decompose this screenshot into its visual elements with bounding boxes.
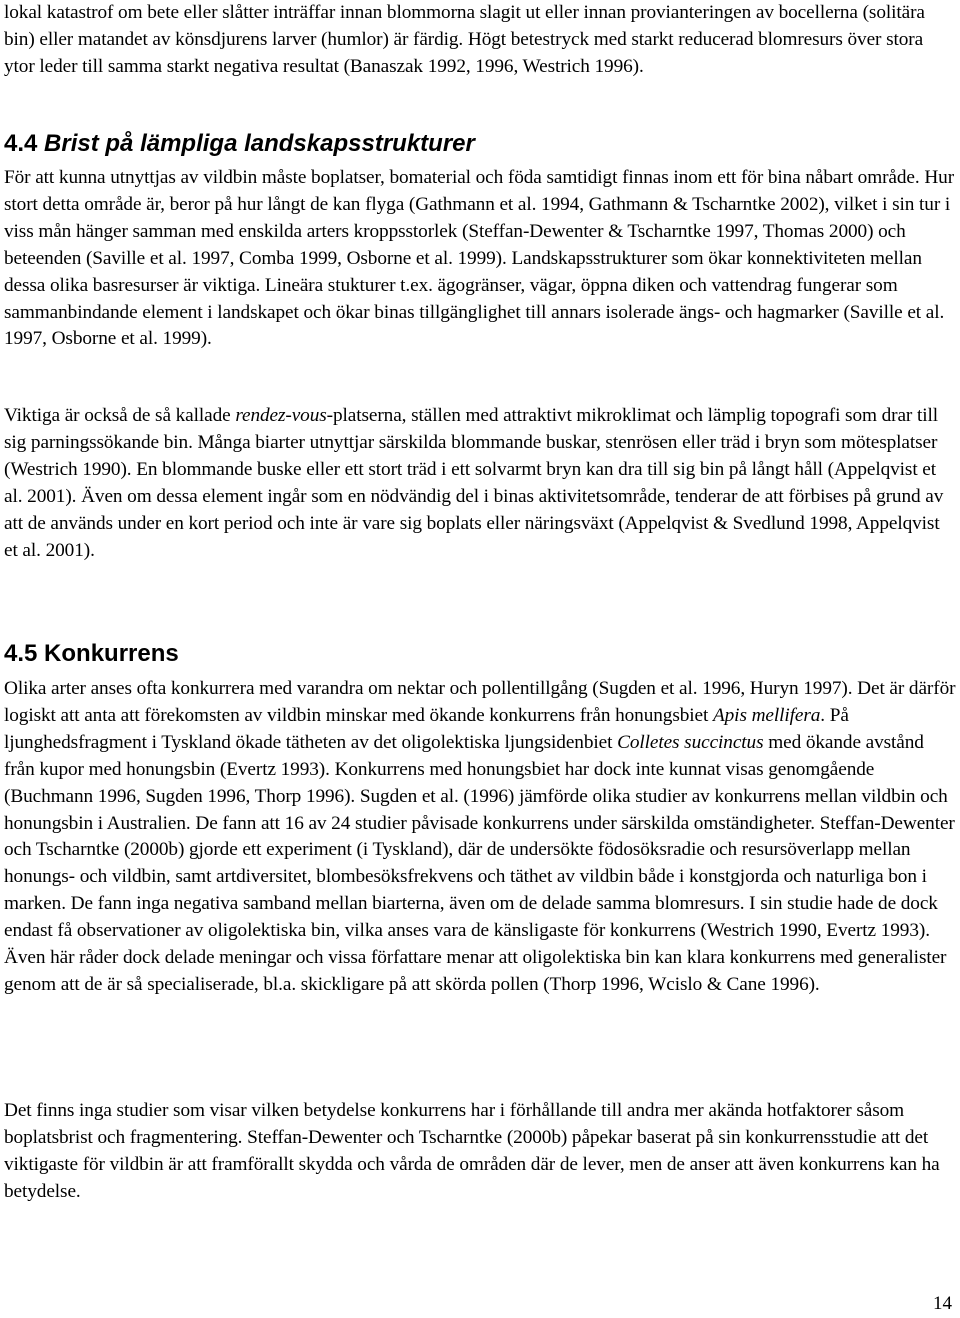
italic-term: rendez-vous [235,405,327,426]
intro-paragraph: lokal katastrof om bete eller slåtter inträffar innan blommorna slagit ut eller innan provianteringen av bocellerna (solitära bin) eller matandet av könsdjurens larver (humlor) är färdig. Högt betestryck med starkt reducerad blomresurs över stora ytor leder till samma starkt negativa resultat (Banaszak 1992, 1996, Westrich 1996). [4,2,925,77]
section-4-5-paragraph-2: Det finns inga studier som visar vilken betydelse konkurrens har i förhållande till andra mer akända hotfaktorer såsom boplatsbrist och fragmentering. Steffan-Dewenter och Tscharntke (2000b) påpekar baserat på sin konkurrensstudie att det viktigaste för vildbin är att framförallt skydda och vårda de områden där de lever, men de anser att även konkurrens kan ha betydelse. [4,1100,940,1202]
section-number: 4.4 [4,130,38,157]
section-title: Brist på lämpliga landskapsstrukturer [44,130,475,157]
text-run: med ökande avstånd från kupor med honungsbin (Evertz 1993). Konkurrens med honungsbiet har dock inte kunnat visas genomgående (Buchmann 1996, Sugden 1996, Thorp 1996). Sugden et al. (1996) jämförde olika studier av konkurrens mellan vildbin och honungsbin i Australien. De fann att 16 av 24 studier påvisade konkurrens under särskilda omständigheter. Steffan-Dewenter och Tscharntke (2000b) gjorde ett experiment (i Tyskland), där de undersökte födosöksradie och resursöverlapp mellan honungs- och vildbin, samt artdiversitet, blombesöksfrekvens och täthet av vildbin både i konstgjorda och naturliga bon i marken. De fann inga negativa samband mellan biarterna, även om de delade samma blomresurs. I sin studie hade de dock endast få observationer av oligolektiska bin, vilka anses vara de känsligaste för konkurrens (Westrich 1990, Evertz 1993). Även här råder dock delade meningar och vissa författare menar att oligolektiska bin kan klara konkurrens med generalister genom att de är så specialiserade, bl.a. skickligare på att skörda pollen (Thorp 1996, Wcislo & Cane 1996). [4,731,955,995]
text-run: . På ljunghedsfragment i Tyskland ökade tätheten av det oligolektiska ljungsidenbiet [4,704,849,753]
section-number: 4.5 [4,640,38,667]
text-run: Viktiga är också de så kallade [4,405,236,426]
section-title: Konkurrens [44,640,179,667]
species-name: Colletes succinctus [617,731,764,753]
section-4-4-paragraph-2 [4,403,956,564]
page-number: 14 [933,1293,952,1314]
section-4-5-paragraph-1 [4,676,956,999]
section-heading-4-5 [4,638,179,670]
species-name: Apis mellifera [712,704,821,726]
section-heading-4-4 [4,128,475,160]
section-4-4-paragraph-1: För att kunna utnyttjas av vildbin måste boplatser, bomaterial och föda samtidigt finnas inom ett för bina nåbart område. Hur stort detta område är, beror på hur långt de kan flyga (Gathmann et al. 1994, Gathmann & Tscharntke 2002), vilket i sin tur i viss mån hänger samman med enskilda arters kroppsstorlek (Steffan-Dewenter & Tscharntke 1997, Thomas 2000) och beteenden (Saville et al. 1997, Comba 1999, Osborne et al. 1999). Landskapsstrukturer som ökar konnektiviteten mellan dessa olika basresurser är viktiga. Lineära stukturer t.ex. ägogränser, vägar, öppna diken och vattendrag fungerar som sammanbindande element i landskapet och ökar binas tillgänglighet till annars isolerade ängs- och hagmarker (Saville et al. 1997, Osborne et al. 1999). [4,167,955,350]
text-run: Olika arter anses ofta konkurrera med varandra om nektar och pollentillgång (Sugden et al. 1996, Huryn 1997). Det är därför logiskt att anta att förekomsten av vildbin minskar med ökande konkurrens från honungsbiet [4,678,956,726]
text-run: -platserna, ställen med attraktivt mikroklimat och lämplig topografi som drar till sig parningssökande bin. Många biarter utnyttjar särskilda blommande buskar, stenrösen eller träd i bryn som mötesplatser (Westrich 1990). En blommande buske eller ett stort träd i ett solvarmt bryn kan dra till sig bin på långt håll (Appelqvist et al. 2001). Även om dessa element ingår som en nödvändig del i binas aktivitetsområde, tenderar de att förbises på grund av att de används under en kort period och inte är vare sig boplats eller näringsväxt (Appelqvist & Svedlund 1998, Appelqvist et al. 2001). [4,405,944,561]
